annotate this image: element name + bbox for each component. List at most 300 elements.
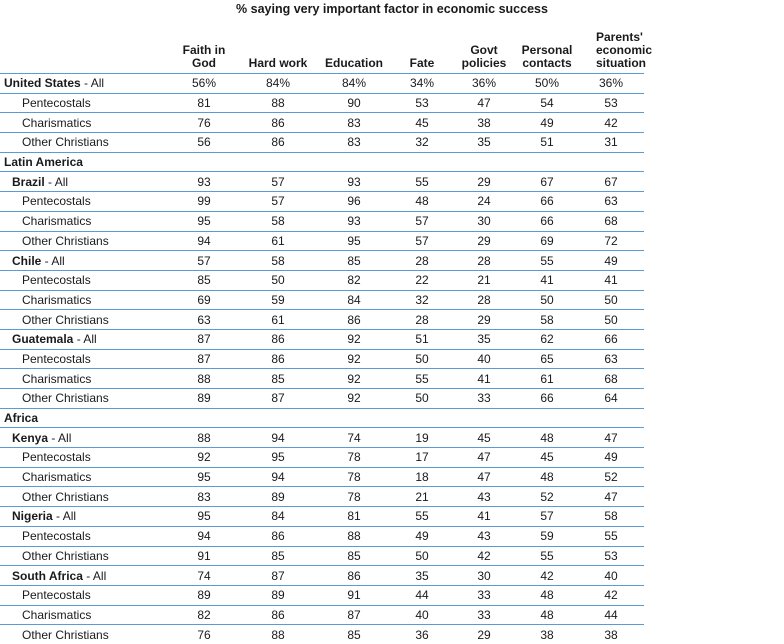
data-cell: 22 [392,270,452,290]
data-cell: 88 [316,526,392,546]
col-header [240,30,316,74]
data-cell: 31 [578,133,644,153]
row-name: Other Christians [22,233,109,248]
data-cell: 85 [316,251,392,271]
data-cell: 18 [392,467,452,487]
data-cell: 48 [516,428,578,448]
row-suffix: - All [82,568,107,583]
row-name: Pentecostals [22,96,91,111]
data-cell: 33 [452,605,516,625]
table-row [0,192,644,212]
data-cell: 89 [168,389,240,409]
data-cell: 50 [578,290,644,310]
data-cell [452,152,516,172]
col-header-line: Fate [409,56,435,70]
data-cell: 88 [240,625,316,644]
table-row [0,310,644,330]
row-label [0,329,168,349]
data-cell: 35 [452,329,516,349]
data-cell: 86 [240,349,316,369]
row-suffix: - All [41,253,65,268]
data-cell [316,152,392,172]
data-cell: 92 [316,389,392,409]
col-header-line: Faith in [182,43,226,57]
row-label [0,487,168,507]
data-cell: 78 [316,448,392,468]
row-suffix: - All [52,509,77,524]
data-cell [392,152,452,172]
data-cell: 50 [516,290,578,310]
data-cell [578,152,644,172]
row-label [0,133,168,153]
data-cell: 95 [168,467,240,487]
data-cell: 50 [392,389,452,409]
data-cell: 36 [392,625,452,644]
col-header-line: policies [461,56,507,70]
data-cell [240,152,316,172]
col-header-line: Parents' [596,30,643,44]
row-name: Africa [4,411,39,426]
data-cell: 87 [168,329,240,349]
data-cell: 72 [578,231,644,251]
col-header-line: God [192,56,216,70]
row-label [0,428,168,448]
row-label [0,290,168,310]
data-cell: 54 [516,93,578,113]
row-label [0,172,168,192]
data-cell [392,408,452,428]
data-cell: 95 [316,231,392,251]
data-cell: 94 [240,428,316,448]
table-row [0,329,644,349]
data-cell: 44 [578,605,644,625]
data-cell: 53 [578,93,644,113]
data-cell: 86 [240,605,316,625]
data-cell: 42 [578,585,644,605]
data-cell: 88 [168,428,240,448]
data-cell: 67 [516,172,578,192]
row-name: Other Christians [22,627,109,642]
data-cell: 83 [316,113,392,133]
data-cell: 95 [168,507,240,527]
data-cell: 84% [240,74,316,94]
table-row [0,349,644,369]
data-cell: 59 [240,290,316,310]
region-row [0,408,644,428]
data-cell: 50 [392,349,452,369]
data-cell: 91 [316,585,392,605]
row-label [0,408,168,428]
data-cell: 53 [392,93,452,113]
data-cell: 69 [516,231,578,251]
table-row [0,605,644,625]
data-cell: 63 [578,192,644,212]
data-cell: 57 [392,211,452,231]
data-cell: 84 [316,290,392,310]
col-header [168,30,240,74]
data-cell: 55 [392,507,452,527]
row-name: Brazil [12,174,45,189]
data-cell: 58 [578,507,644,527]
data-cell: 95 [168,211,240,231]
data-cell: 47 [452,448,516,468]
data-cell: 57 [168,251,240,271]
row-name: United States [4,76,81,91]
data-cell: 29 [452,310,516,330]
data-cell: 45 [516,448,578,468]
data-cell: 94 [168,526,240,546]
data-cell: 88 [240,93,316,113]
data-cell: 89 [168,585,240,605]
row-name: Guatemala [12,332,74,347]
data-cell: 35 [392,566,452,586]
data-cell: 92 [316,369,392,389]
data-cell [168,152,240,172]
row-name: Pentecostals [22,273,91,288]
data-cell: 36% [452,74,516,94]
data-cell: 32 [392,133,452,153]
data-cell: 38 [516,625,578,644]
row-label [0,251,168,271]
data-cell: 88 [168,369,240,389]
data-cell: 41 [516,270,578,290]
col-header-line: economic [596,43,653,57]
row-name: Latin America [4,155,83,170]
header-row [0,30,644,74]
row-label [0,585,168,605]
data-cell: 85 [316,546,392,566]
data-cell: 96 [316,192,392,212]
data-cell: 41 [452,507,516,527]
table-row [0,251,644,271]
data-cell: 92 [316,329,392,349]
row-name: Nigeria [12,509,53,524]
data-cell: 44 [392,585,452,605]
region-row [0,152,644,172]
row-name: Charismatics [22,115,92,130]
data-cell: 55 [516,251,578,271]
table-row [0,93,644,113]
data-cell: 92 [316,349,392,369]
data-cell: 68 [578,211,644,231]
data-cell: 83 [168,487,240,507]
row-label [0,349,168,369]
row-label [0,605,168,625]
table-row [0,290,644,310]
data-cell: 30 [452,211,516,231]
data-cell: 33 [452,389,516,409]
data-cell: 61 [516,369,578,389]
data-cell: 76 [168,625,240,644]
row-suffix: - All [80,76,105,91]
data-cell: 48 [516,605,578,625]
col-header-line: Personal [521,43,573,57]
data-cell: 58 [240,251,316,271]
data-cell: 61 [240,310,316,330]
row-name: Charismatics [22,607,92,622]
data-cell: 49 [392,526,452,546]
table-title: % saying very important factor in economic success [236,2,548,16]
data-cell: 53 [578,546,644,566]
data-cell: 28 [452,290,516,310]
data-cell: 40 [452,349,516,369]
table-row [0,625,644,644]
data-cell [516,152,578,172]
row-label [0,625,168,644]
data-cell: 93 [316,211,392,231]
data-cell: 57 [516,507,578,527]
data-cell: 66 [578,329,644,349]
data-cell: 78 [316,467,392,487]
col-header [392,30,452,74]
row-name: Pentecostals [22,351,91,366]
data-cell: 82 [168,605,240,625]
row-name: Other Christians [22,391,109,406]
data-cell: 93 [168,172,240,192]
table-row [0,133,644,153]
table-row [0,231,644,251]
row-name: Charismatics [22,214,92,229]
row-label [0,113,168,133]
row-name: Kenya [12,430,49,445]
data-cell: 74 [168,566,240,586]
row-suffix: - All [44,174,69,189]
table-row [0,113,644,133]
data-cell [578,408,644,428]
row-name: Other Christians [22,312,109,327]
data-cell: 28 [392,251,452,271]
data-cell: 86 [316,566,392,586]
data-cell: 87 [240,389,316,409]
data-cell: 38 [452,113,516,133]
data-cell: 29 [452,625,516,644]
data-cell: 67 [578,172,644,192]
data-cell: 57 [392,231,452,251]
row-label [0,389,168,409]
data-cell: 41 [578,270,644,290]
data-cell: 86 [316,310,392,330]
data-cell: 49 [578,251,644,271]
data-cell: 47 [578,428,644,448]
data-cell: 65 [516,349,578,369]
data-cell: 57 [240,192,316,212]
data-cell: 89 [240,487,316,507]
data-cell: 81 [316,507,392,527]
data-cell: 81 [168,93,240,113]
data-cell: 21 [392,487,452,507]
data-cell: 41 [452,369,516,389]
data-cell [452,408,516,428]
data-cell: 21 [452,270,516,290]
data-cell: 33 [452,585,516,605]
data-cell: 43 [452,487,516,507]
row-label [0,192,168,212]
data-cell [168,408,240,428]
data-cell: 87 [168,349,240,369]
row-label [0,566,168,586]
data-cell: 56% [168,74,240,94]
header-corner [0,30,168,74]
table-row [0,526,644,546]
data-cell: 28 [452,251,516,271]
row-suffix: - All [48,430,72,445]
data-cell: 45 [392,113,452,133]
table-row [0,585,644,605]
row-name: Other Christians [22,489,109,504]
data-cell: 42 [578,113,644,133]
data-cell: 85 [168,270,240,290]
data-cell: 42 [516,566,578,586]
data-cell: 91 [168,546,240,566]
data-cell: 49 [516,113,578,133]
row-name: Charismatics [22,292,92,307]
row-name: Pentecostals [22,450,91,465]
row-label [0,211,168,231]
data-cell: 55 [392,172,452,192]
data-cell: 85 [240,546,316,566]
row-label [0,448,168,468]
data-cell: 51 [392,329,452,349]
data-cell: 66 [516,211,578,231]
col-header [452,30,516,74]
data-cell: 58 [240,211,316,231]
row-label [0,369,168,389]
row-name: Chile [12,253,42,268]
data-cell: 94 [168,231,240,251]
data-cell: 61 [240,231,316,251]
row-name: Other Christians [22,548,109,563]
data-table [0,30,653,644]
row-name: Pentecostals [22,588,91,603]
data-cell: 63 [578,349,644,369]
data-cell [516,408,578,428]
col-header-line: Govt [470,43,498,57]
data-cell: 47 [578,487,644,507]
data-cell: 99 [168,192,240,212]
data-cell: 48 [516,585,578,605]
data-cell: 55 [392,369,452,389]
row-name: Other Christians [22,135,109,150]
data-cell: 29 [452,231,516,251]
data-cell: 47 [452,93,516,113]
table-row [0,172,644,192]
data-cell: 50 [578,310,644,330]
row-name: Charismatics [22,470,92,485]
data-cell: 90 [316,93,392,113]
data-cell: 58 [516,310,578,330]
data-cell: 59 [516,526,578,546]
data-cell: 84% [316,74,392,94]
row-label [0,507,168,527]
row-name: Pentecostals [22,529,91,544]
data-cell: 62 [516,329,578,349]
row-label [0,270,168,290]
data-cell: 76 [168,113,240,133]
row-suffix: - All [73,332,97,347]
table-row [0,389,644,409]
table-row [0,546,644,566]
data-cell: 47 [452,467,516,487]
table-body [0,74,644,644]
data-cell: 50 [392,546,452,566]
data-cell: 36% [578,74,644,94]
table-row [0,507,644,527]
data-cell: 87 [316,605,392,625]
data-cell: 64 [578,389,644,409]
row-label [0,74,168,94]
row-label [0,152,168,172]
data-cell: 28 [392,310,452,330]
col-header-line: situation [596,56,646,70]
data-cell: 55 [516,546,578,566]
data-cell: 89 [240,585,316,605]
row-label [0,310,168,330]
col-header-line: Hard work [248,56,308,70]
data-cell: 40 [578,566,644,586]
data-cell: 52 [516,487,578,507]
col-header [516,30,578,74]
data-cell: 55 [578,526,644,546]
data-cell: 94 [240,467,316,487]
data-cell: 56 [168,133,240,153]
data-cell: 86 [240,113,316,133]
data-cell [240,408,316,428]
data-cell: 32 [392,290,452,310]
data-cell: 85 [316,625,392,644]
table-row [0,369,644,389]
col-header-line: contacts [522,56,572,70]
data-cell: 48 [516,467,578,487]
data-cell: 84 [240,507,316,527]
data-cell: 24 [452,192,516,212]
data-cell: 78 [316,487,392,507]
table-row [0,74,644,94]
data-cell: 50 [240,270,316,290]
table-row [0,211,644,231]
row-name: Pentecostals [22,194,91,209]
col-header-line: Education [324,56,383,70]
data-cell: 40 [392,605,452,625]
table-row [0,448,644,468]
data-cell: 95 [240,448,316,468]
row-label [0,231,168,251]
data-cell: 86 [240,133,316,153]
data-cell: 49 [578,448,644,468]
data-cell: 45 [452,428,516,448]
row-label [0,526,168,546]
table-row [0,566,644,586]
row-label [0,546,168,566]
data-cell: 85 [240,369,316,389]
data-cell: 17 [392,448,452,468]
data-cell: 92 [168,448,240,468]
data-cell: 35 [452,133,516,153]
data-cell: 83 [316,133,392,153]
data-cell: 30 [452,566,516,586]
data-cell: 38 [578,625,644,644]
data-cell: 19 [392,428,452,448]
data-cell: 86 [240,526,316,546]
data-cell: 66 [516,192,578,212]
data-cell: 87 [240,566,316,586]
data-cell: 69 [168,290,240,310]
data-cell: 29 [452,172,516,192]
data-cell: 48 [392,192,452,212]
table-row [0,270,644,290]
data-cell: 57 [240,172,316,192]
data-cell: 66 [516,389,578,409]
table-row [0,467,644,487]
